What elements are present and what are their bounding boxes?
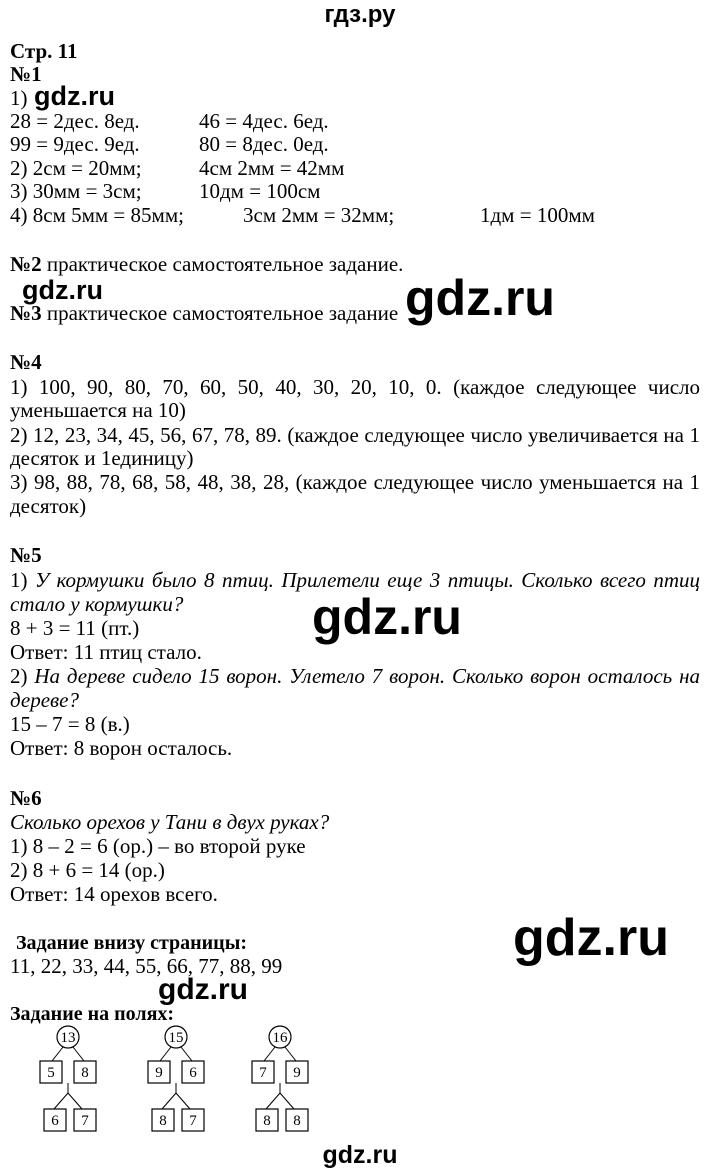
task6-title: №6	[10, 786, 42, 810]
tree-right-number: 9	[293, 1065, 301, 1081]
tree-top-number: 16	[272, 1030, 288, 1046]
task5-q1a: У кормушки было 8 птиц. Прилетели еще 3 птицы. Сколько всего птиц	[34, 568, 700, 592]
number-tree-3	[252, 1026, 308, 1131]
task5-question1-line1	[10, 569, 700, 591]
task2-title: №2	[10, 252, 42, 276]
task1-row3-b: 4см 2мм = 42мм	[199, 156, 345, 180]
tree-right-number: 6	[189, 1065, 197, 1081]
bottom-task-title: Задание внизу страницы:	[16, 932, 247, 954]
task1-row4-b: 10дм = 100см	[199, 179, 321, 203]
tree-bottom-left-number: 8	[159, 1113, 167, 1129]
task1-title: №1	[10, 62, 42, 86]
task4-line1: 1) 100, 90, 80, 70, 60, 50, 40, 30, 20, 10, 0. (каждое следующее число	[10, 375, 700, 399]
tree-bottom-left-number: 8	[263, 1113, 271, 1129]
task4-line6: десяток)	[10, 494, 87, 518]
task6-solution2: 2) 8 + 6 = 14 (ор.)	[10, 858, 165, 882]
tree-bottom-right-number: 7	[189, 1113, 197, 1129]
task5-solution2: 15 – 7 = 8 (в.)	[10, 712, 130, 736]
task1-row5-b: 3см 2мм = 32мм;	[243, 203, 395, 227]
task4-line4: десяток и 1единицу)	[10, 446, 194, 470]
tree-bottom-left-number: 6	[51, 1113, 59, 1129]
tree-right-number: 8	[81, 1065, 89, 1081]
task5-part2: 2)	[10, 664, 28, 688]
task5-solution1: 8 + 3 = 11 (пт.)	[10, 616, 140, 640]
task5-question2-line1	[10, 665, 700, 687]
task3-text: практическое самостоятельное задание	[46, 301, 399, 325]
task4-line3: 2) 12, 23, 34, 45, 56, 67, 78, 89. (каждое следующее число увеличивается на 1	[10, 423, 700, 447]
margin-task-title: Задание на полях:	[10, 1003, 175, 1025]
tree-left-number: 9	[155, 1065, 163, 1081]
tree-left-number: 5	[47, 1065, 55, 1081]
task4-line2: уменьшается на 10)	[10, 398, 186, 422]
tree-left-number: 7	[259, 1065, 267, 1081]
task6-solution1: 1) 8 – 2 = 6 (ор.) – во второй руке	[10, 834, 306, 858]
number-trees	[30, 1025, 330, 1135]
task1-row1-a: 28 = 2дес. 8ед.	[10, 109, 140, 133]
page-label: Стр. 11	[10, 39, 78, 63]
watermark: gdz.ru	[312, 589, 462, 645]
task1-row2-a: 99 = 9дес. 9ед.	[10, 132, 140, 156]
watermark: gdz.ru	[405, 270, 555, 326]
number-tree-2	[148, 1026, 204, 1131]
task5-question2-line2: дереве?	[10, 688, 79, 712]
task1-row5-c: 1дм = 100мм	[480, 203, 595, 227]
task1-row5-a: 4) 8см 5мм = 85мм;	[10, 203, 184, 227]
task1-row1-b: 46 = 4дес. 6ед.	[199, 109, 329, 133]
task5-question1-line2: стало у кормушки?	[10, 592, 184, 616]
task3-title: №3	[10, 301, 42, 325]
task1-row2-b: 80 = 8дес. 0ед.	[199, 132, 329, 156]
bottom-task-text: 11, 22, 33, 44, 55, 66, 77, 88, 99	[10, 954, 283, 978]
task5-answer1: Ответ: 11 птиц стало.	[10, 640, 202, 664]
task1-part1: 1)	[10, 86, 28, 110]
task4-title: №4	[10, 350, 42, 374]
task6-answer: Ответ: 14 орехов всего.	[10, 882, 218, 906]
tree-top-number: 15	[168, 1030, 184, 1046]
watermark: gdz.ru	[34, 81, 115, 111]
task3	[10, 302, 398, 324]
task1-row3-a: 2) 2см = 20мм;	[10, 156, 142, 180]
task6-question: Сколько орехов у Тани в двух руках?	[10, 810, 330, 834]
watermark: gdz.ru	[513, 909, 669, 967]
task5-q2a: На дереве сидело 15 ворон. Улетело 7 ворон. Сколько ворон осталось на	[34, 664, 700, 688]
task5-answer2: Ответ: 8 ворон осталось.	[10, 736, 233, 760]
footer-watermark: gdz.ru	[322, 1141, 398, 1169]
tree-bottom-right-number: 7	[81, 1113, 89, 1129]
tree-bottom-right-number: 8	[293, 1113, 301, 1129]
task2	[10, 253, 403, 275]
task2-text: практическое самостоятельное задание.	[46, 252, 404, 276]
task1-row4-a: 3) 30мм = 3см;	[10, 179, 142, 203]
number-tree-1	[40, 1026, 96, 1131]
task5-title: №5	[10, 543, 42, 567]
tree-top-number: 13	[60, 1030, 76, 1046]
watermark: gdz.ru	[22, 275, 103, 305]
site-header: гдз.ру	[324, 1, 396, 28]
task5-part1: 1)	[10, 568, 28, 592]
task4-line5: 3) 98, 88, 78, 68, 58, 48, 38, 28, (каждое следующее число уменьшается на 1	[10, 470, 700, 494]
watermark: gdz.ru	[158, 973, 248, 1006]
